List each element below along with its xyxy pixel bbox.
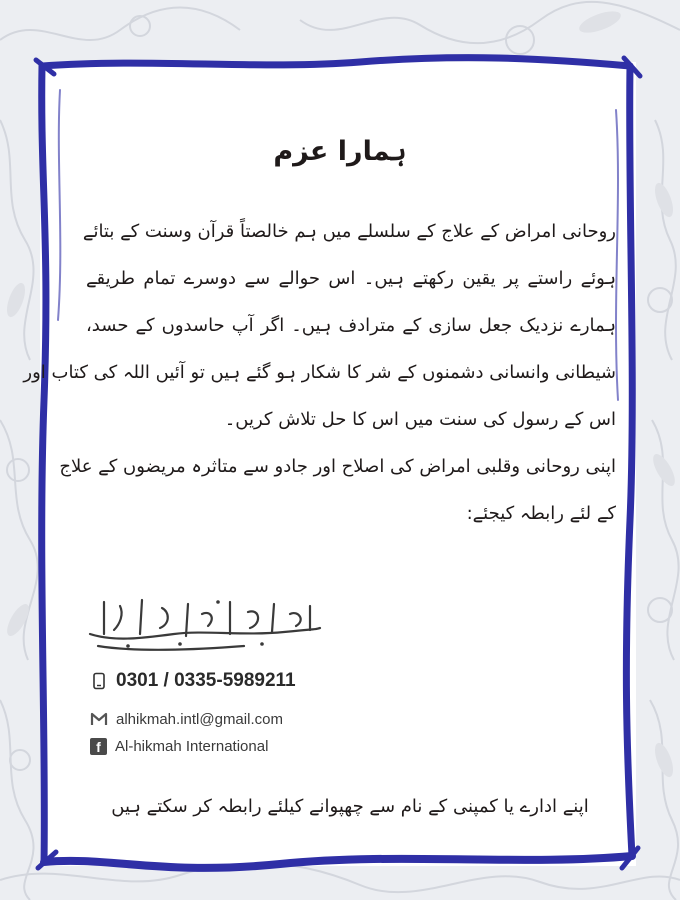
facebook-icon: f	[90, 738, 107, 755]
contact-phone[interactable]	[90, 670, 296, 692]
contact-email[interactable]	[90, 710, 283, 728]
mail-icon	[90, 710, 108, 728]
phone-number: 0301 / 0335-5989211	[116, 670, 296, 691]
paragraph-line: اپنی روحانی وقلبی امراض کی اصلاح اور جادو سے متاثرہ مریضوں کے علاج	[59, 456, 616, 477]
paragraph-line: روحانی امراض کے علاج کے سلسلے میں ہم خالصتاً قرآن وسنت کے بتائے	[82, 221, 616, 242]
contact-facebook[interactable]	[90, 738, 268, 755]
facebook-page-name: Al-hikmah International	[115, 738, 269, 755]
phone-icon	[90, 672, 108, 690]
footer-note: اپنے ادارے یا کمپنی کے نام سے چھپوانے کیلئے رابطہ کر سکتے ہیں	[111, 796, 589, 817]
paragraph-line: کے لئے رابطہ کیجئے:	[466, 503, 616, 524]
paragraph-line: اس کے رسول کی سنت میں اس کا حل تلاش کریں۔	[224, 409, 616, 430]
email-address: alhikmah.intl@gmail.com	[116, 710, 283, 728]
calligraphy-signature	[84, 594, 324, 658]
main-paragraph	[23, 208, 616, 537]
paragraph-line: ہوئے راستے پر یقین رکھتے ہیں۔ اس حوالے سے دوسرے تمام طریقے	[86, 268, 616, 289]
page-title: ہمارا عزم	[273, 136, 407, 167]
paragraph-line: ہمارے نزدیک جعل سازی کے مترادف ہیں۔ اگر آپ حاسدوں کے حسد،	[86, 315, 616, 336]
paragraph-line: شیطانی وانسانی دشمنوں کے شر کا شکار ہو گئے ہیں تو آئیں اللہ کی کتاب اور	[23, 362, 616, 383]
